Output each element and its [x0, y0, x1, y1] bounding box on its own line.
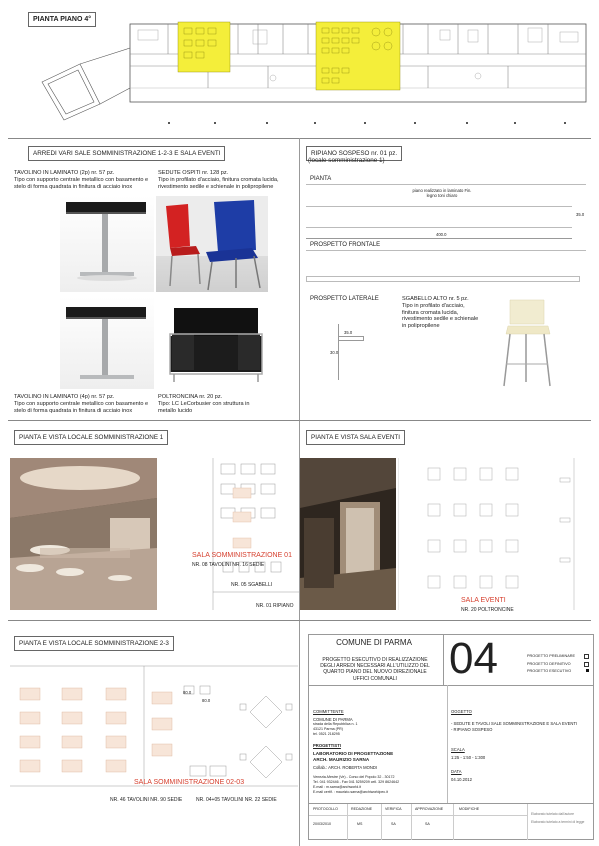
- shelf-plan: [306, 206, 572, 228]
- oggetto-2: - RIPIANO SOSPESO: [451, 727, 493, 732]
- shelf-note: piano realizzato in laminato Fin. legno toni chiaro: [412, 188, 472, 198]
- table1-title: TAVOLINO IN LAMINATO (2p) nr. 57 pz.: [14, 170, 115, 176]
- ripiano-subheader: (locale somministrazione 1): [308, 157, 385, 164]
- tb-divider-v2: [447, 685, 448, 803]
- tel: Tel. 041 932446 - Fax 041 5259209 cell. 329 8624642: [313, 780, 400, 784]
- stool-title: SGABELLO ALTO nr. 5 pz.: [402, 296, 469, 302]
- table-photo-2: [60, 297, 154, 389]
- shelf-dim-long: 400.0: [436, 232, 447, 237]
- lateral-drawing: [338, 324, 367, 380]
- footer-header-approvazione: APPROVAZIONE: [415, 807, 444, 811]
- room-name-somm23: SALA SOMMINISTRAZIONE 02-03: [134, 779, 245, 786]
- committente-tel: tel. 0521 218295: [313, 732, 340, 736]
- tb-project: PROGETTO ESECUTIVO DI REALIZZAZIONE DEGLI ARREDI NECESSARI ALL'UTILIZZO DEL QUARTO PIANO DEL NUOVO DIREZIONALE UFFICI COMUNALI: [320, 657, 430, 682]
- footer-header-verifica: VERIFICA: [385, 807, 402, 811]
- prospetto-laterale-label: PROSPETTO LATERALE: [310, 296, 379, 302]
- divider: [8, 420, 591, 421]
- address: Venezia-Mestre (Ve) - Corso del Popolo 32 - 30172: [313, 775, 395, 779]
- prospetto-frontale-label: PROSPETTO FRONTALE: [310, 242, 381, 248]
- footer-header-redazione: REDAZIONE: [351, 807, 372, 811]
- title-block: [308, 634, 594, 840]
- footer-value-verifica: SA: [391, 822, 396, 826]
- footer-value-approvazione: SA: [425, 822, 430, 826]
- phase-definitivo: PROGETTO DEFINITIVO: [527, 661, 589, 669]
- pec: E.mail certif. : maurizio.sarna@archiworldpec.it: [313, 790, 388, 794]
- footer-table: [309, 803, 593, 840]
- stools-count: NR. 05 SGABELLI: [231, 582, 273, 588]
- chairs-desc: Tipo in profilato d'acciaio, finitura cromata lucida, rivestimento sedile e schienale in polipropilene: [158, 177, 279, 190]
- shelf-count: NR. 01 RIPIANO: [256, 603, 294, 609]
- lab-name-1: LABORATORIO DI PROGETTAZIONE: [313, 751, 394, 756]
- scala-value: 1:25 - 1:50 - 1:300: [451, 755, 486, 760]
- phase-esecutivo: PROGETTO ESECUTIVO: [527, 668, 589, 676]
- committente-name: COMUNE DI PARMA: [313, 717, 353, 722]
- plan-somm1: [157, 458, 299, 610]
- committente-addr1: strada della Repubblica n. 1: [313, 722, 358, 726]
- armchair-desc: Tipo: LC LeCorbusier con struttura in metallo lucido: [158, 401, 250, 414]
- email: E.mail : m.sarna@archworld.it: [313, 785, 361, 789]
- lateral-dim2: 30.0: [330, 350, 339, 355]
- footer-value-redazione: MS: [357, 822, 363, 826]
- scala-label: SCALA: [451, 747, 465, 752]
- footer-value-protocollo: 20/03/2010: [313, 822, 331, 826]
- floor-plan-title: PIANTA PIANO 4°: [28, 12, 96, 27]
- footer-cell-divider: [347, 804, 348, 840]
- committente-label: COMMITTENTE: [313, 709, 344, 714]
- tb-divider-v: [443, 635, 444, 685]
- tb-client: COMUNE DI PARMA: [336, 638, 412, 647]
- room-name-eventi: SALA EVENTI: [461, 597, 506, 604]
- shelf-dim-small: 35.0: [576, 212, 585, 217]
- dim-line: [306, 238, 572, 239]
- floor-plan-section: [8, 8, 591, 138]
- room-name-somm1: SALA SOMMINISTRAZIONE 01: [192, 552, 292, 559]
- table2-title: TAVOLINO IN LAMINATO (4p) nr. 57 pz.: [14, 394, 115, 400]
- floor-plan-drawing: [8, 8, 591, 138]
- dim-a: 80.0: [183, 690, 192, 695]
- tb-phases: [527, 653, 589, 676]
- pianta-label: PIANTA: [310, 176, 332, 182]
- data-value: 04.10.2012: [451, 777, 472, 782]
- section-header-ripiano: RIPIANO SOSPESO nr. 01 pz.: [306, 146, 402, 161]
- render-eventi: [300, 458, 396, 610]
- table1-desc: Tipo con supporto centrale metallico con basamento e stelo di forma quadrata in finitura di acciaio inox: [14, 177, 149, 190]
- section-header-arredi: ARREDI VARI SALE SOMMINISTRAZIONE 1-2-3 E SALA EVENTI: [28, 146, 225, 161]
- footer-cell-divider: [411, 804, 412, 840]
- chairs-title: SEDUTE OSPITI nr. 128 pz.: [158, 170, 229, 176]
- lateral-top: [338, 336, 364, 341]
- armchair-photo: [162, 300, 268, 390]
- lab-name-2: ARCH. MAURIZIO SARNA: [313, 757, 370, 762]
- section-header-somm1: PIANTA E VISTA LOCALE SOMMINISTRAZIONE 1: [14, 430, 168, 445]
- shelf-front: [306, 276, 580, 282]
- collab: Collab.: ARCH. ROBERTA MONDI: [313, 765, 378, 770]
- stool-desc: Tipo in profilato d'acciaio, finitura cromata lucida, rivestimento sedile e schienale in polipropilene: [402, 303, 479, 329]
- chairs-photo: [156, 196, 268, 292]
- footer-cell-divider: [527, 804, 528, 840]
- footer-cell-divider: [381, 804, 382, 840]
- progettisti-label: PROGETTISTI: [313, 743, 341, 748]
- room-detail-somm1: NR. 08 TAVOLINI NR. 16 SEDIE: [192, 562, 265, 568]
- divider: [8, 620, 591, 621]
- dim-b: 80.0: [202, 698, 211, 703]
- stool-photo: [482, 294, 574, 390]
- oggetto-label: OGGETTO: [451, 709, 472, 714]
- lateral-dim1: 35.0: [344, 330, 353, 335]
- copyright-1: Elaborato tutelato dall'autore: [531, 812, 575, 816]
- render-somm1: [10, 458, 157, 610]
- tb-divider-h: [309, 685, 593, 686]
- data-label: DATA: [451, 769, 462, 774]
- section-header-somm23: PIANTA E VISTA LOCALE SOMMINISTRAZIONE 2-3: [14, 636, 174, 651]
- footer-row-divider: [309, 815, 527, 816]
- frontale-line: [306, 250, 586, 251]
- plan-eventi: [398, 458, 588, 610]
- table-photo: [60, 196, 154, 292]
- section-header-eventi: PIANTA E VISTA SALA EVENTI: [306, 430, 405, 445]
- copyright-2: Elaborato tutelato a termini di legge: [531, 820, 585, 824]
- footer-header-modifiche: MODIFICHE: [459, 807, 480, 811]
- oggetto-1: - SEDUTE E TAVOLI SALE SOMMINISTRAZIONE E SALA EVENTI: [451, 721, 578, 726]
- room-detail-somm23-b: NR. 04+05 TAVOLINI NR. 22 SEDIE: [196, 797, 277, 803]
- phase-preliminare: PROGETTO PRELIMINARE: [527, 653, 589, 661]
- pianta-line: [306, 184, 586, 185]
- room-detail-somm23-a: NR. 46 TAVOLINI NR. 90 SEDIE: [110, 797, 183, 803]
- sheet-number: 04: [449, 634, 498, 683]
- room-detail-eventi: NR. 20 POLTRONCINE: [461, 607, 514, 613]
- footer-header-protocollo: PROTOCOLLO: [313, 807, 338, 811]
- table2-desc: Tipo con supporto centrale metallico con basamento e stelo di forma quadrata in finitura di acciaio inox: [14, 401, 149, 414]
- committente-addr2: 43121 Parma (PR): [313, 727, 343, 731]
- footer-cell-divider: [453, 804, 454, 840]
- armchair-title: POLTRONCINA nr. 20 pz.: [158, 394, 223, 400]
